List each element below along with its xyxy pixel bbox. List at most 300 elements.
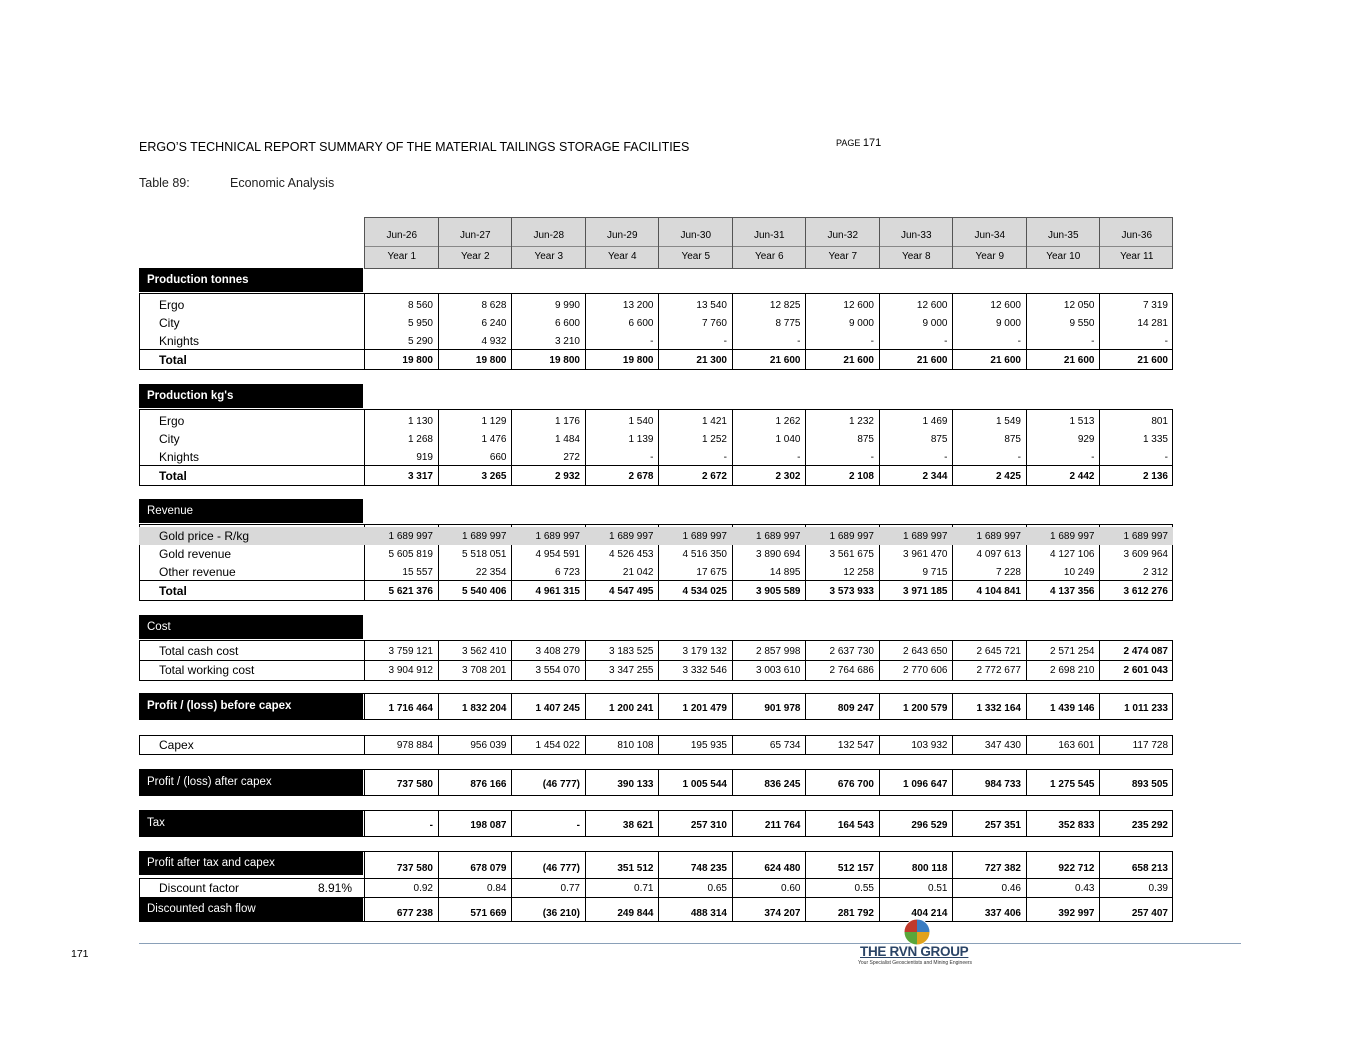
value-cell: 347 430 [984, 740, 1021, 751]
value-cell: 14 895 [769, 567, 801, 578]
value-cell: 14 281 [1137, 318, 1168, 329]
value-cell: 2 637 730 [829, 646, 874, 657]
value-cell: 1 689 997 [829, 531, 874, 542]
header-year: Year 6 [754, 251, 784, 262]
value-cell: 1 176 [554, 416, 580, 427]
value-cell: 10 249 [1063, 567, 1095, 578]
value-cell: 21 600 [769, 355, 801, 366]
value-cell: 2 672 [701, 471, 727, 482]
header-year: Year 2 [460, 251, 490, 262]
section-label: Profit / (loss) after capex [147, 776, 272, 788]
header-column-divider [438, 218, 439, 268]
value-cell: 1 200 241 [609, 703, 654, 714]
value-cell: 2 425 [995, 471, 1021, 482]
table-row [139, 412, 1173, 430]
section-label: Revenue [147, 505, 194, 517]
value-cell: 876 166 [470, 779, 507, 790]
value-cell: 132 547 [837, 740, 874, 751]
value-cell: 8 628 [481, 300, 507, 311]
value-cell: 1 200 579 [903, 703, 948, 714]
value-cell: 351 512 [617, 863, 654, 874]
value-cell: 678 079 [470, 863, 507, 874]
table-name: Economic Analysis [230, 176, 335, 190]
value-cell: 0.92 [413, 883, 433, 894]
row-label: Total [159, 584, 187, 598]
value-cell: 7 319 [1142, 300, 1168, 311]
row-label: Gold revenue [159, 547, 232, 561]
value-cell: 737 580 [396, 863, 433, 874]
value-cell: 390 133 [617, 779, 654, 790]
row-label: Total working cost [159, 663, 255, 677]
value-cell: 3 210 [554, 336, 580, 347]
value-cell: 893 505 [1131, 779, 1168, 790]
value-cell: 9 715 [922, 567, 948, 578]
row-label: Total [159, 469, 187, 483]
document-title: ERGO’S TECHNICAL REPORT SUMMARY OF THE MATERIAL TAILINGS STORAGE FACILITIES [139, 140, 690, 154]
table-rule [139, 795, 1173, 796]
header-date: Jun-30 [680, 230, 712, 241]
value-cell: 4 104 841 [976, 586, 1021, 597]
value-cell: 677 238 [396, 908, 433, 919]
value-cell: 1 689 997 [462, 531, 507, 542]
value-cell: 901 978 [764, 703, 801, 714]
value-cell: 1 689 997 [1050, 531, 1095, 542]
value-cell: 1 540 [628, 416, 654, 427]
row-label: Total cash cost [159, 644, 239, 658]
value-cell: 19 800 [402, 355, 433, 366]
value-cell: 0.60 [781, 883, 801, 894]
section-label: Profit after tax and capex [147, 857, 275, 869]
header-date: Jun-26 [386, 230, 418, 241]
value-cell: 1 040 [775, 434, 801, 445]
value-cell: 4 547 495 [609, 586, 654, 597]
section-header-production-kgs [139, 384, 363, 408]
value-cell: 4 127 106 [1050, 549, 1095, 560]
value-cell: 4 097 613 [976, 549, 1021, 560]
value-cell: 12 050 [1063, 300, 1095, 311]
capex-row [139, 736, 1173, 754]
value-cell: 0.84 [487, 883, 507, 894]
value-cell: 13 540 [696, 300, 727, 311]
header-column-divider [805, 218, 806, 268]
value-cell: 12 600 [990, 300, 1021, 311]
section-label: Cost [147, 621, 171, 633]
value-cell: 3 554 070 [535, 665, 580, 676]
value-cell: - [429, 820, 433, 831]
header-column-divider [511, 218, 512, 268]
value-cell: 809 247 [837, 703, 874, 714]
value-cell: 21 042 [622, 567, 654, 578]
value-cell: 1 454 022 [535, 740, 580, 751]
value-cell: 1 832 204 [462, 703, 507, 714]
value-cell: 2 571 254 [1050, 646, 1095, 657]
value-cell: 374 207 [764, 908, 801, 919]
value-cell: 257 351 [984, 820, 1021, 831]
row-label: Ergo [159, 298, 185, 312]
table-row [139, 642, 1173, 660]
section-label: Production kg's [147, 390, 234, 402]
value-cell: 2 678 [628, 471, 654, 482]
total-row [139, 351, 1173, 369]
value-cell: 1 549 [995, 416, 1021, 427]
header-date: Jun-31 [753, 230, 785, 241]
value-cell: 512 157 [837, 863, 874, 874]
value-cell: 2 442 [1069, 471, 1095, 482]
value-cell: 3 905 589 [756, 586, 801, 597]
value-cell: 3 265 [481, 471, 507, 482]
table-row [139, 314, 1173, 332]
value-cell: 1 252 [701, 434, 727, 445]
table-number: Table 89: [139, 176, 190, 190]
header-year: Year 7 [828, 251, 858, 262]
table-rule [139, 836, 1173, 837]
row-label: Gold price - R/kg [159, 529, 250, 543]
value-cell: 1 407 245 [535, 703, 580, 714]
value-cell: 6 600 [628, 318, 654, 329]
header-dates-row [365, 226, 1172, 245]
value-cell: 38 621 [622, 820, 654, 831]
table-row [139, 332, 1173, 350]
table-rule [139, 293, 1173, 294]
table-rule [139, 600, 1173, 601]
table-row [139, 296, 1173, 314]
header-date: Jun-28 [533, 230, 565, 241]
table-rule [139, 580, 1173, 581]
value-cell: 6 723 [554, 567, 580, 578]
header-year: Year 10 [1046, 251, 1081, 262]
value-cell: (46 777) [542, 779, 580, 790]
value-cell: 4 526 453 [609, 549, 654, 560]
value-cell: 1 513 [1069, 416, 1095, 427]
value-cell: 978 884 [396, 740, 433, 751]
header-date: Jun-36 [1121, 230, 1153, 241]
value-cell: 0.51 [928, 883, 948, 894]
value-cell: 3 003 610 [756, 665, 801, 676]
row-label: City [159, 432, 180, 446]
value-cell: 3 347 255 [609, 665, 654, 676]
header-column-divider [879, 218, 880, 268]
value-cell: 1 689 997 [609, 531, 654, 542]
header-date: Jun-35 [1047, 230, 1079, 241]
value-cell: 1 005 544 [682, 779, 727, 790]
header-column-divider [732, 218, 733, 268]
tax-row [139, 816, 1173, 834]
value-cell: 1 201 479 [682, 703, 727, 714]
row-label: Knights [159, 334, 200, 348]
value-cell: 676 700 [837, 779, 874, 790]
table-rule [139, 485, 1173, 486]
value-cell: 2 312 [1142, 567, 1168, 578]
value-cell: 1 129 [481, 416, 507, 427]
value-cell: - [797, 452, 801, 463]
page-prefix: PAGE [836, 138, 861, 148]
value-cell: 6 600 [554, 318, 580, 329]
value-cell: 1 262 [775, 416, 801, 427]
value-cell: 7 228 [995, 567, 1021, 578]
value-cell: 19 800 [622, 355, 654, 366]
value-cell: 9 000 [848, 318, 874, 329]
value-cell: 9 550 [1069, 318, 1095, 329]
value-cell: 1 011 233 [1124, 703, 1168, 714]
value-cell: 281 792 [837, 908, 874, 919]
value-cell: 875 [1004, 434, 1021, 445]
value-cell: 12 600 [916, 300, 948, 311]
value-cell: 2 302 [775, 471, 801, 482]
value-cell: - [870, 336, 874, 347]
value-cell: 3 890 694 [756, 549, 801, 560]
section-label: Production tonnes [147, 274, 249, 286]
value-cell: 737 580 [396, 779, 433, 790]
value-cell: 801 [1151, 416, 1168, 427]
table-rule [139, 369, 1173, 370]
value-cell: 1 689 997 [388, 531, 433, 542]
value-cell: 658 213 [1131, 863, 1168, 874]
value-cell: 3 332 546 [682, 665, 727, 676]
value-cell: - [1164, 336, 1168, 347]
value-cell: 4 961 315 [535, 586, 580, 597]
profit-after-capex-row [139, 775, 1173, 793]
value-cell: (36 210) [542, 908, 580, 919]
header-column-divider [1026, 218, 1027, 268]
value-cell: 7 760 [701, 318, 727, 329]
row-label: Knights [159, 450, 200, 464]
header-column-divider [585, 218, 586, 268]
logo-tagline: Your Specialist Geoscientists and Mining Engineers [858, 960, 973, 966]
section-label: Tax [147, 817, 165, 829]
value-cell: 2 772 677 [976, 665, 1021, 676]
value-cell: 337 406 [984, 908, 1021, 919]
value-cell: 9 000 [922, 318, 948, 329]
value-cell: - [944, 336, 948, 347]
value-cell: 836 245 [764, 779, 801, 790]
value-cell: 0.43 [1075, 883, 1095, 894]
value-cell: 17 675 [696, 567, 727, 578]
value-cell: 3 561 675 [829, 549, 874, 560]
table-caption [139, 176, 335, 190]
value-cell: 19 800 [549, 355, 580, 366]
table-rule [139, 719, 1173, 720]
value-cell: 211 764 [764, 820, 801, 831]
value-cell: 1 689 997 [903, 531, 948, 542]
header-year: Year 3 [534, 251, 564, 262]
value-cell: 9 000 [995, 318, 1021, 329]
header-year: Year 1 [387, 251, 417, 262]
value-cell: 21 600 [843, 355, 874, 366]
header-year: Year 11 [1120, 251, 1154, 262]
value-cell: 922 712 [1058, 863, 1095, 874]
value-cell: 0.71 [634, 883, 654, 894]
value-cell: 727 382 [984, 863, 1021, 874]
value-cell: 919 [416, 452, 433, 463]
value-cell: 3 408 279 [535, 646, 580, 657]
value-cell: 4 534 025 [682, 586, 727, 597]
header-date: Jun-32 [827, 230, 859, 241]
total-row [139, 467, 1173, 485]
value-cell: - [576, 820, 580, 831]
value-cell: 4 954 591 [535, 549, 580, 560]
value-cell: 3 183 525 [609, 646, 654, 657]
value-cell: 3 971 185 [903, 586, 948, 597]
value-cell: - [723, 336, 727, 347]
value-cell: 3 961 470 [903, 549, 948, 560]
value-cell: 5 540 406 [462, 586, 507, 597]
value-cell: 21 600 [1137, 355, 1168, 366]
table-row [139, 430, 1173, 448]
header-year: Year 8 [901, 251, 931, 262]
header-year: Year 5 [681, 251, 711, 262]
value-cell: 1 476 [481, 434, 507, 445]
value-cell: 0.55 [854, 883, 874, 894]
value-cell: 1 275 545 [1050, 779, 1095, 790]
value-cell: 21 600 [1063, 355, 1095, 366]
value-cell: 3 759 121 [388, 646, 433, 657]
value-cell: 5 518 051 [462, 549, 507, 560]
value-cell: 3 573 933 [829, 586, 874, 597]
table-rule [139, 409, 1173, 410]
value-cell: 956 039 [470, 740, 507, 751]
section-label: Discounted cash flow [147, 903, 256, 915]
value-cell: 929 [1077, 434, 1095, 445]
value-cell: 296 529 [911, 820, 948, 831]
value-cell: 1 421 [701, 416, 727, 427]
value-cell: 6 240 [481, 318, 507, 329]
value-cell: 0.77 [560, 883, 580, 894]
section-header-cost [139, 615, 363, 639]
table-rule [139, 921, 1173, 922]
value-cell: - [1164, 452, 1168, 463]
value-cell: 0.46 [1001, 883, 1021, 894]
value-cell: 748 235 [690, 863, 727, 874]
value-cell: 3 179 132 [682, 646, 727, 657]
value-cell: - [1017, 452, 1021, 463]
value-cell: 3 562 410 [462, 646, 507, 657]
value-cell: 12 600 [843, 300, 874, 311]
value-cell: 9 990 [554, 300, 580, 311]
value-cell: 660 [489, 452, 507, 463]
row-label: Ergo [159, 414, 185, 428]
table-rule [139, 693, 1173, 694]
value-cell: 8 775 [775, 318, 801, 329]
table-rule [139, 349, 1173, 350]
value-cell: 2 344 [922, 471, 948, 482]
row-label: Other revenue [159, 565, 236, 579]
value-cell: 5 621 376 [388, 586, 433, 597]
value-cell: - [1017, 336, 1021, 347]
table-rule [139, 680, 1173, 681]
value-cell: 21 600 [916, 355, 948, 366]
value-cell: 0.39 [1148, 883, 1168, 894]
header-column-divider [952, 218, 953, 268]
value-cell: 1 689 997 [535, 531, 580, 542]
value-cell: 15 557 [402, 567, 433, 578]
table-row [139, 661, 1173, 679]
value-cell: 2 645 721 [976, 646, 1021, 657]
table-row [139, 448, 1173, 466]
value-cell: 1 484 [554, 434, 580, 445]
value-cell: 4 516 350 [682, 549, 727, 560]
value-cell: 1 139 [628, 434, 654, 445]
section-header-revenue [139, 499, 363, 523]
header-date: Jun-27 [459, 230, 491, 241]
value-cell: 164 543 [837, 820, 874, 831]
value-cell: 875 [857, 434, 874, 445]
discount-rate: 8.91% [318, 881, 353, 895]
value-cell: 2 601 043 [1123, 665, 1168, 676]
value-cell: 5 290 [407, 336, 433, 347]
section-label: Profit / (loss) before capex [147, 700, 292, 712]
value-cell: - [944, 452, 948, 463]
value-cell: 21 600 [990, 355, 1021, 366]
value-cell: 624 480 [764, 863, 801, 874]
value-cell: 249 844 [617, 908, 654, 919]
value-cell: 8 560 [407, 300, 433, 311]
header-year: Year 9 [975, 251, 1005, 262]
value-cell: 3 708 201 [462, 665, 507, 676]
header-column-divider [658, 218, 659, 268]
value-cell: 4 137 356 [1050, 586, 1095, 597]
value-cell: 1 096 647 [903, 779, 948, 790]
value-cell: 2 698 210 [1050, 665, 1095, 676]
header-year: Year 4 [607, 251, 637, 262]
value-cell: - [723, 452, 727, 463]
table-rule [139, 640, 1173, 641]
value-cell: 2 932 [554, 471, 580, 482]
value-cell: 3 904 912 [388, 665, 433, 676]
logo-name: THE RVN GROUP [860, 944, 969, 959]
value-cell: 3 609 964 [1123, 549, 1168, 560]
table-row [139, 563, 1173, 581]
value-cell: - [1091, 336, 1095, 347]
value-cell: 1 130 [407, 416, 433, 427]
value-cell: 2 474 087 [1123, 646, 1168, 657]
value-cell: 103 932 [911, 740, 948, 751]
value-cell: 163 601 [1058, 740, 1095, 751]
value-cell: - [650, 336, 654, 347]
value-cell: 2 764 686 [829, 665, 874, 676]
value-cell: 1 469 [922, 416, 948, 427]
row-label: Total [159, 353, 187, 367]
value-cell: 117 728 [1132, 740, 1168, 751]
value-cell: 195 935 [690, 740, 727, 751]
value-cell: 1 689 997 [682, 531, 727, 542]
value-cell: 13 200 [622, 300, 654, 311]
value-cell: 1 689 997 [976, 531, 1021, 542]
header-date: Jun-29 [606, 230, 638, 241]
value-cell: 1 689 997 [756, 531, 801, 542]
value-cell: 0.65 [707, 883, 727, 894]
value-cell: 571 669 [470, 908, 507, 919]
value-cell: 272 [563, 452, 580, 463]
table-rule [139, 810, 1173, 811]
discounted-cash-flow-row [139, 904, 1173, 922]
total-row [139, 582, 1173, 600]
value-cell: 404 214 [911, 908, 948, 919]
row-label: City [159, 316, 180, 330]
profit-before-capex-row [139, 699, 1173, 717]
value-cell: 1 439 146 [1050, 703, 1095, 714]
value-cell: - [1091, 452, 1095, 463]
discount-factor-row [139, 879, 1173, 897]
value-cell: - [797, 336, 801, 347]
table-rule [139, 465, 1173, 466]
footer-rule [139, 943, 1241, 944]
value-cell: 257 310 [690, 820, 727, 831]
value-cell: (46 777) [542, 863, 580, 874]
value-cell: 2 643 650 [903, 646, 948, 657]
value-cell: 12 825 [769, 300, 801, 311]
value-cell: - [650, 452, 654, 463]
table-rule [139, 851, 1173, 852]
